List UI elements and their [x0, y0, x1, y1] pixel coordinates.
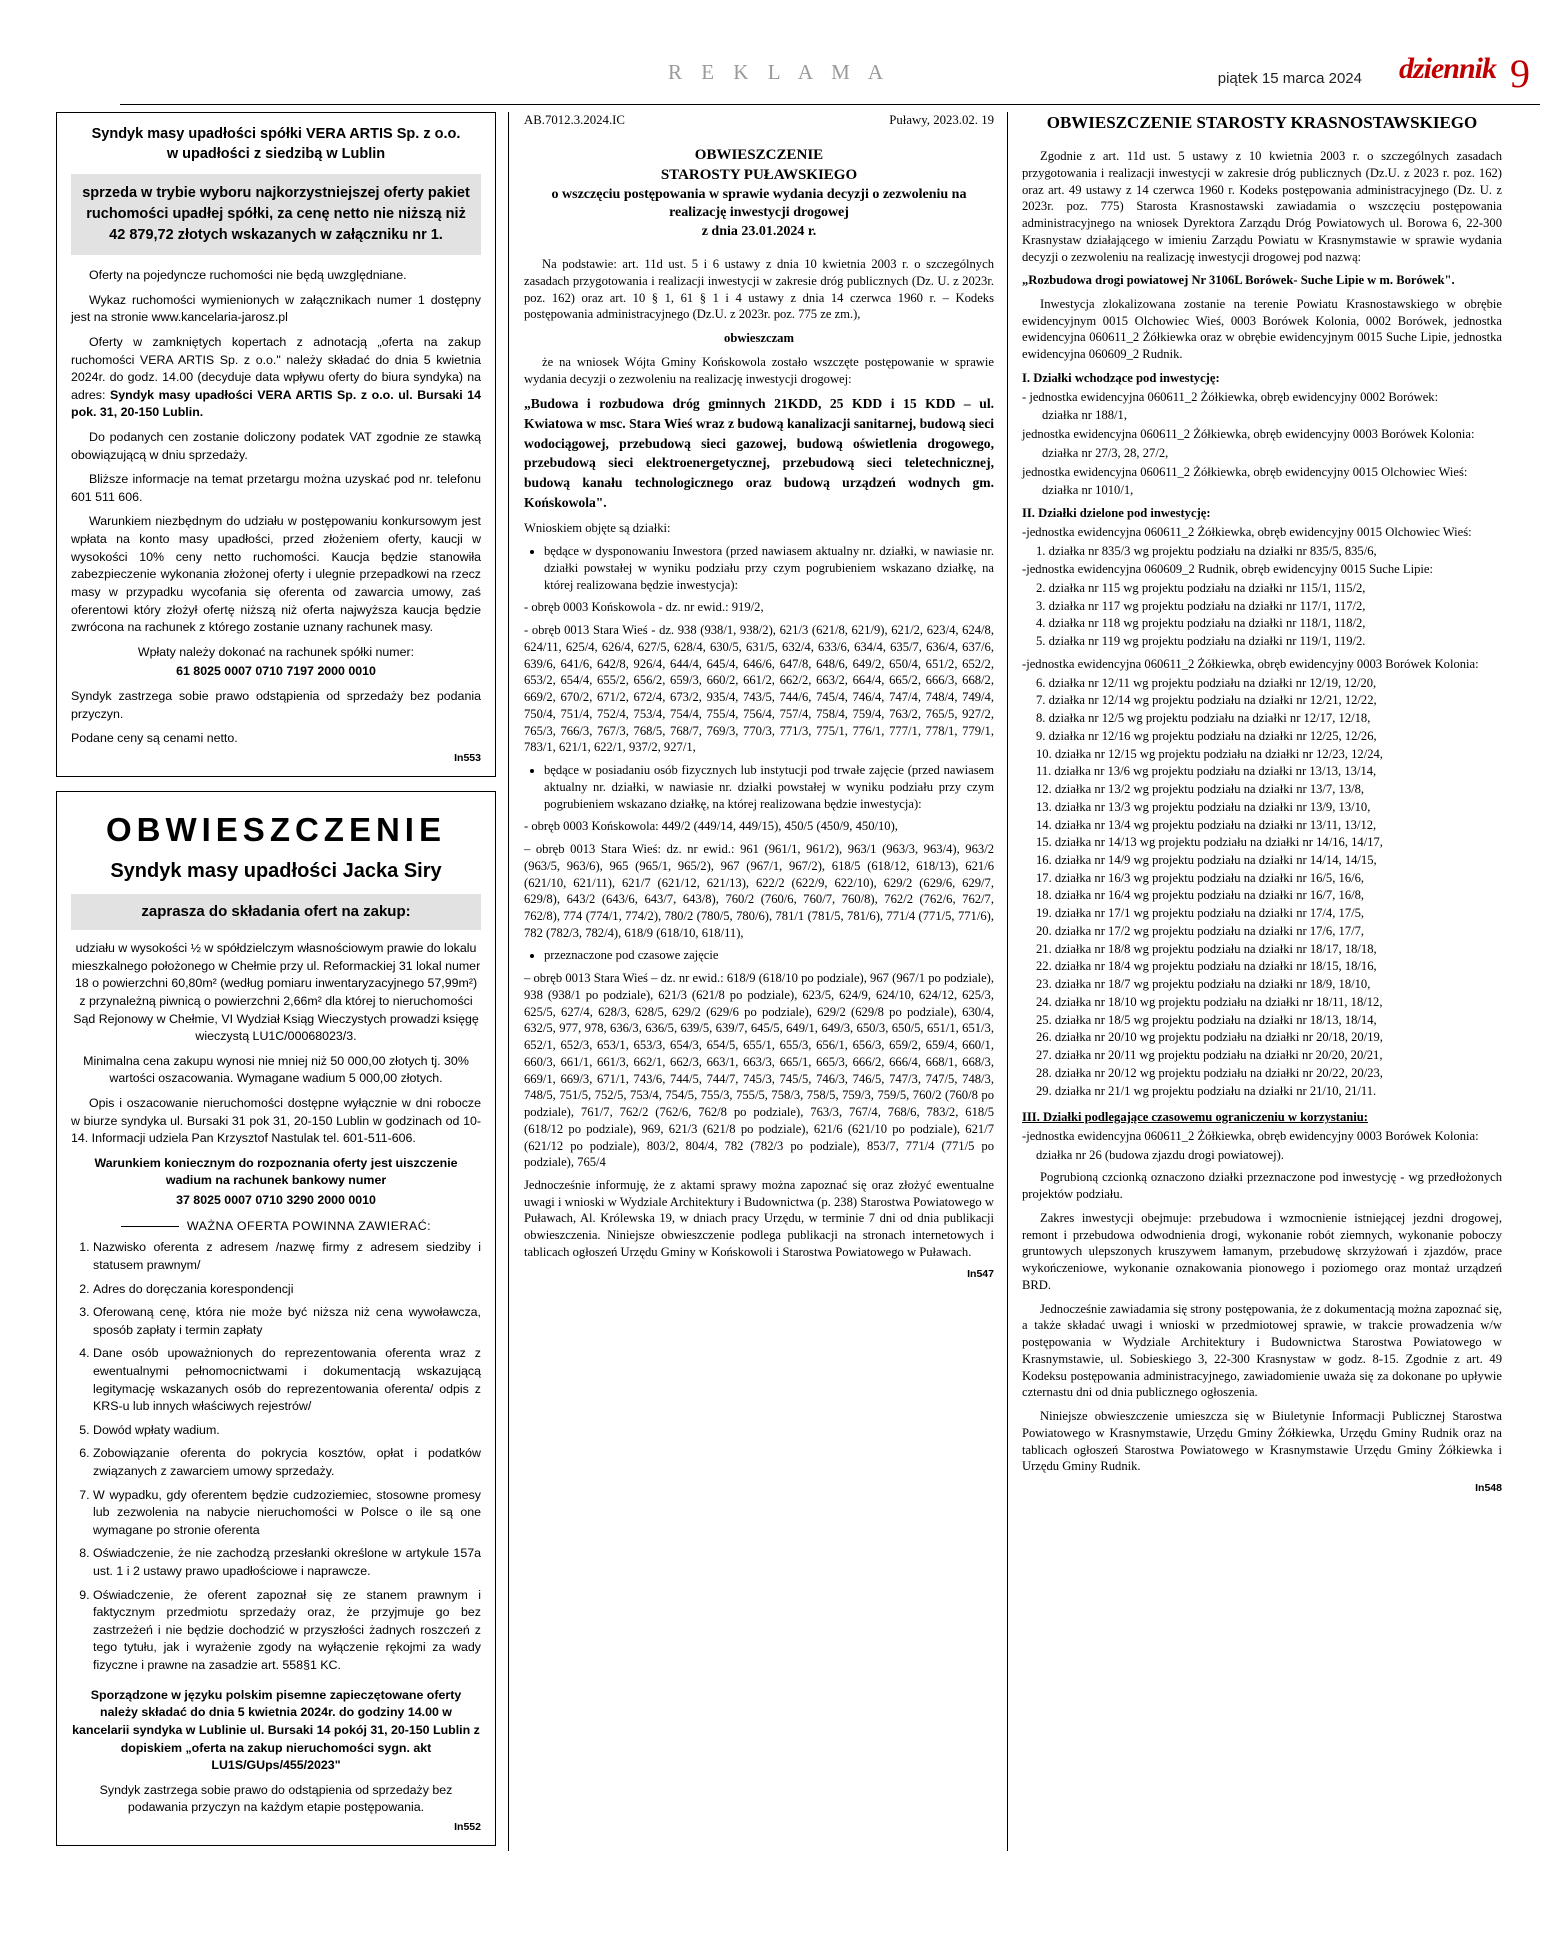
siry-subheading: Syndyk masy upadłości Jacka Siry	[110, 859, 442, 882]
ad-vera-artis	[56, 112, 496, 777]
krasnystaw-s1c: jednostka ewidencyjna 060611_2 Żółkiewka, obręb ewidencyjny 0003 Borówek Kolonia:	[1022, 427, 1475, 442]
krasnystaw-ad-code: In548	[1475, 1481, 1502, 1494]
siry-requirements-title-text: WAŻNA OFERTA POWINNA ZAWIERAĆ:	[186, 1218, 432, 1233]
list-item: 18. działka nr 16/4 wg projektu podziału na działki nr 16/7, 16/8,	[1036, 888, 1365, 903]
notice-header-row	[524, 112, 994, 129]
siry-p4: Warunkiem koniecznym do rozpoznania oferty jest uiszczenie wadium na rachunek bankowy numer	[94, 1155, 458, 1188]
pulawy-investment-name: „Budowa i rozbudowa dróg gminnych 21KDD, 25 KDD i 15 KDD – ul. Kwiatowa w msc. Stara Wieś wraz z budową kanalizacji sanitarnej, budową sieci wodociągowej, przebudową sieci gazowej, budową oświetlenia drogowego, przebudową sieci elektroenergetycznej, przebudową sieci teletechnicznej, budową kanału technologicznego oraz budową urządzeń wodnych gm. Końskowola".	[524, 396, 994, 510]
siry-invite-band: zaprasza do składania ofert na zakup:	[71, 894, 481, 930]
pulawy-title-l4: realizację inwestycji drogowej	[669, 205, 849, 221]
vera-p5: Bliższe informacje na temat przetargu można uzyskać pod nr. telefonu 601 511 606.	[71, 472, 481, 504]
pulawy-title-l1: OBWIESZCZENIE	[694, 147, 824, 164]
list-item: 9. Oświadczenie, że oferent zapoznał się ze stanem prawnym i faktycznym przedmiotu sprzedaży oraz, że przyjmuje go bez zastrzeżeń i nie będzie dochodzić w przyszłości żadnych roszczeń z tego tytułu, jak i wyrażenie zgody na wyłączenie rękojmi za wady fizyczne i prawne na zasadzie art. 558§1 KC.	[93, 1587, 481, 1675]
list-item: 10. działka nr 12/15 wg projektu podziału na działki nr 12/23, 12/24,	[1036, 746, 1383, 761]
siry-ad-code: In552	[454, 1820, 481, 1833]
pulawy-parcels-konskowola-2: - obręb 0003 Końskowola: 449/2 (449/14, 449/15), 450/5 (450/9, 450/10),	[524, 819, 898, 834]
siry-p1: udziału w wysokości ½ w spółdzielczym własnościowym prawie do lokalu mieszkalnego położonego w Chełmie przy ul. Reformackiej 31 lokal numer 18 o powierzchni 60,80m² (według pomiaru inwentaryzacyjnego 57,99m²) z przynależną piwnicą o powierzchni 2,66m² dla której to nieruchomości Sąd Rejonowy w Chełmie, VI Wydział Ksiąg Wieczystych prowadzi księgę wieczystą LU1C/00068023/3.	[71, 941, 481, 1044]
pulawy-p6: Jednocześnie informuję, że z aktami sprawy można zapoznać się oraz złożyć ewentualne uwagi i wnioski w Wydziale Architektury i Budownictwa (p. 238) Starostwa Powiatowego w Puławach, Al. Królewska 19, w dniach pracy Urzędu, w terminie 7 dni od dnia publikacji obwieszczenia. Niniejsze obwieszczenie podlega publikacji na stronach internetowych i tablicach ogłoszeń Urzędu Gminy w Końskowoli i Starostwa Powiatowego w Puławach.	[524, 1177, 994, 1259]
place-and-date: Puławy, 2023.02. 19	[889, 113, 994, 127]
vera-p7: Wpłaty należy dokonać na rachunek spółki numer:	[137, 644, 415, 659]
krasnystaw-s2a: -jednostka ewidencyjna 060611_2 Żółkiewka, obręb ewidencyjny 0015 Olchowiec Wieś:	[1022, 524, 1472, 539]
vera-p3a: Oferty w zamkniętych kopertach z adnotacją „oferta na zakup ruchomości VERA ARTIS Sp. z o.o." należy składać do dnia 5 kwietnia 2024r. do godz. 14.00 (decyduje data wpływu oferty do biura syndyka) na adres:	[71, 335, 481, 402]
ad-syndyk-siry	[56, 791, 496, 1846]
siry-account: 37 8025 0007 0710 3290 2000 0010	[176, 1193, 376, 1208]
list-item: 5. Dowód wpłaty wadium.	[93, 1422, 481, 1440]
pulawy-p2: obwieszczam	[724, 331, 794, 346]
list-item: 6. Zobowiązanie oferenta do pokrycia kosztów, opłat i podatków związanych z zawarciem umowy sprzedaży.	[93, 1445, 481, 1480]
pulawy-title-l5: z dnia 23.01.2024 r.	[701, 224, 817, 240]
krasnystaw-s2d: -jednostka ewidencyjna 060611_2 Żółkiewka, obręb ewidencyjny 0003 Borówek Kolonia:	[1022, 656, 1479, 671]
list-item: 12. działka nr 13/2 wg projektu podziału na działki nr 13/7, 13/8,	[1036, 782, 1365, 797]
krasnystaw-s3a: -jednostka ewidencyjna 060611_2 Żółkiewka, obręb ewidencyjny 0003 Borówek Kolonia:	[1022, 1129, 1479, 1144]
vera-ad-code: In553	[454, 751, 481, 764]
vera-p1: Oferty na pojedyncze ruchomości nie będą uwzględniane.	[89, 268, 407, 283]
list-item: 6. działka nr 12/11 wg projektu podziału na działki nr 12/19, 12/20,	[1036, 675, 1377, 690]
siry-requirements-title	[71, 1218, 481, 1236]
list-item: 16. działka nr 14/9 wg projektu podziału na działki nr 14/14, 14/15,	[1036, 853, 1377, 867]
list-item: • przeznaczone pod czasowe zajęcie	[544, 947, 994, 964]
reklama-label: R E K L A M A	[667, 60, 891, 84]
vera-price-band: sprzeda w trybie wyboru najkorzystniejszej oferty pakiet ruchomości upadłej spółki, za cenę netto nie niższą niż 42 879,72 złotych wskazanych w załączniku nr 1.	[71, 174, 481, 255]
list-item: 2. działka nr 115 wg projektu podziału na działki nr 115/1, 115/2,	[1036, 580, 1366, 595]
pulawy-bullets-1	[524, 543, 994, 593]
krasnystaw-p2: Inwestycja zlokalizowana zostanie na terenie Powiatu Krasnostawskiego w obrębie ewidencyjnym 0015 Olchowiec Wieś, 0003 Borówek Kolonia, 0002 Borówek, jednostka ewidencyjna 060611_2 Żółkiewka oraz w obrębie ewidencyjnym 0015 Suche Lipie, jednostka ewidencyjna 060609_2 Rudnik.	[1022, 296, 1502, 362]
list-item: 9. działka nr 12/16 wg projektu podziału na działki nr 12/25, 12/26,	[1036, 728, 1377, 743]
krasnystaw-investment-name: „Rozbudowa drogi powiatowej Nr 3106L Borówek- Suche Lipie w m. Borówek".	[1022, 273, 1455, 288]
vera-account: 61 8025 0007 0710 7197 2000 0010	[176, 664, 376, 679]
pulawy-parcels-starawies-3: – obręb 0013 Stara Wieś – dz. nr ewid.: 618/9 (618/10 po podziale), 967 (967/1 po podziale), 938 (938/1 po podziale), 621/3 (621/8 po podziale), 623/5, 624/9, 624/10, 624/12, 625/3, 625/5, 627/4, 628/3, 628/5, 629/2 (629/6 po podziale), 629/2 (629/8 po podziale), 630/4, 632/5, 977, 978, 636/3, 636/5, 639/5, 639/7, 645/5, 649/1, 649/3, 650/3, 650/5, 651/1, 651/3, 652/1, 652/3, 653/1, 653/3, 654/3, 654/5, 655/1, 655/3, 656/1, 656/3, 659/2, 659/4, 660/1, 660/3, 661/1, 661/3, 662/1, 662/3, 663/1, 663/3, 665/1, 665/3, 666/2, 666/4, 668/1, 668/3, 669/1, 669/3, 671/1, 743/6, 744/5, 744/7, 745/3, 745/5, 746/3, 746/5, 747/3, 747/5, 748/3, 748/5, 751/5, 752/5, 753/4, 754/5, 755/3, 755/5, 758/3, 758/5, 759/3, 759/5, 760/2 (760/8 po podziale), 761/7, 762/2 (762/6, 762/8 po podziale), 763/3, 767/4, 768/6, 783/2, 618/5 (618/12 po podziale), 969, 621/3 (621/8 po podziale), 621/6 (621/10 po podziale), 621/7 (621/12 po podziale), 803/2, 804/4, 782 (782/3 po podziale), 853/7, 771/4 (771/5 po podziale), 765/4	[524, 971, 994, 1170]
list-item: 8. Oświadczenie, że nie zachodzą przesłanki określone w artykule 157a ust. 1 i 2 ustawy prawo upadłościowe i naprawcze.	[93, 1545, 481, 1580]
list-item: 2. Adres do doręczania korespondencji	[93, 1281, 481, 1299]
krasnystaw-p1: Zgodnie z art. 11d ust. 5 ustawy z 10 kwietnia 2003 r. o szczególnych zasadach przygotowania i realizacji inwestycji w zakresie dróg publicznych (Dz.U. z 2023 r. poz. 162) oraz art. 49 ustawy z 14 czerwca 1960 r. Kodeks postępowania administracyjnego (Dz. U. z 2023r. poz. 775) Starosta Krasnostawski zawiadamia o wszczęciu postępowania administracyjnego na wniosek Dyrektora Zarządu Dróg Powiatowych ul. Borowa 6, 22-300 Krasnystaw działającego w imieniu Zarządu Powiatu w Krasnymstawie w sprawie wydania decyzji o zezwoleniu na realizację inwestycji drogowej pod nazwą:	[1022, 149, 1502, 264]
list-item: 21. działka nr 18/8 wg projektu podziału na działki nr 18/17, 18/18,	[1036, 941, 1377, 956]
krasnystaw-notice-title: OBWIESZCZENIE STAROSTY KRASNOSTAWSKIEGO	[1046, 113, 1478, 132]
pulawy-bullets-3	[524, 947, 994, 964]
pulawy-title-l2: STAROSTY PUŁAWSKIEGO	[660, 167, 858, 184]
issue-date: piątek 15 marca 2024	[1217, 70, 1362, 87]
list-item: 11. działka nr 13/6 wg projektu podziału na działki nr 13/13, 13/14,	[1036, 764, 1377, 779]
pulawy-p3: że na wniosek Wójta Gminy Końskowola zostało wszczęte postępowanie w sprawie wydania decyzji o zezwoleniu na realizację inwestycji drogowej:	[524, 354, 994, 386]
list-item: 26. działka nr 20/10 wg projektu podziału na działki nr 20/18, 20/19,	[1036, 1030, 1383, 1045]
siry-p2: Minimalna cena zakupu wynosi nie mniej niż 50 000,00 złotych tj. 30% wartości oszacowania. Wymagane wadium 5 000,00 złotych.	[83, 1053, 469, 1086]
pulawy-ad-code: In547	[967, 1267, 994, 1280]
list-item: • będące w posiadaniu osób fizycznych lub instytucji pod trwałe zajęcie (przed nawiasem aktualny nr. działki, w nawiasie nr. działki powstałej w wyniku podziału przy czym pogrubieniem wskazano działkę, na której realizowana będzie inwestycja):	[544, 762, 994, 812]
krasnystaw-list-borowek	[1036, 675, 1502, 1100]
krasnystaw-h2: II. Działki dzielone pod inwestycję:	[1022, 506, 1211, 521]
pulawy-p1: Na podstawie: art. 11d ust. 5 i 6 ustawy z dnia 10 kwietnia 2003 r. o szczególnych zasadach przygotowania i realizacji inwestycji w zakresie dróg publicznych (Dz. U. z 2023r. poz. 162) oraz art. 10 § 1, 61 § 1 i 4 ustawy z dnia 14 czerwca 1960 r. – Kodeks postępowania administracyjnego (Dz.U. z 2023r. poz. 775 ze zm.),	[524, 257, 994, 322]
krasnystaw-s2c: -jednostka ewidencyjna 060609_2 Rudnik, obręb ewidencyjny 0015 Suche Lipie:	[1022, 562, 1433, 577]
vera-p3b: Syndyk masy upadłości VERA ARTIS Sp. z o.o. ul. Bursaki 14 pok. 31, 20-150 Lublin.	[71, 387, 481, 420]
list-item: 23. działka nr 18/7 wg projektu podziału na działki nr 18/9, 18/10,	[1036, 977, 1371, 992]
list-item: 27. działka nr 20/11 wg projektu podziału na działki nr 20/20, 20/21,	[1036, 1048, 1383, 1063]
krasnystaw-s1f: działka nr 1010/1,	[1042, 483, 1134, 498]
krasnystaw-list-suche-lipie	[1036, 580, 1502, 650]
krasnystaw-p3: Pogrubioną czcionką oznaczono działki przeznaczone pod inwestycję - wg przedłożonych projektów podziału.	[1022, 1170, 1502, 1202]
list-item: 25. działka nr 18/5 wg projektu podziału na działki nr 18/13, 18/14,	[1036, 1012, 1377, 1027]
pulawy-title-l3: o wszczęciu postępowania w sprawie wydania decyzji o zezwoleniu na	[551, 186, 967, 202]
krasnystaw-p6: Niniejsze obwieszczenie umieszcza się w Biuletynie Informacji Publicznej Starostwa Powiatowego w Krasnymstawie, Urzędu Gminy Żółkiewka, Urzędu Gminy Rudnik oraz na tablicach ogłoszeń Starostwa Powiatowego w Krasnymstawie Urzędu Gminy Żółkiewka i Urzędu Gminy Rudnik.	[1022, 1409, 1502, 1474]
column-three	[1022, 112, 1502, 1496]
list-item: 8. działka nr 12/5 wg projektu podziału na działki nr 12/17, 12/18,	[1036, 711, 1371, 726]
list-item: 24. działka nr 18/10 wg projektu podziału na działki nr 18/11, 18/12,	[1036, 994, 1383, 1009]
krasnystaw-s1e: jednostka ewidencyjna 060611_2 Żółkiewka, obręb ewidencyjny 0015 Olchowiec Wieś:	[1022, 464, 1468, 479]
list-item: 13. działka nr 13/3 wg projektu podziału na działki nr 13/9, 13/10,	[1036, 799, 1371, 814]
krasnystaw-s1a: - jednostka ewidencyjna 060611_2 Żółkiewka, obręb ewidencyjny 0002 Borówek:	[1022, 389, 1439, 404]
column-one	[56, 112, 496, 1846]
list-item: 7. W wypadku, gdy oferentem będzie cudzoziemiec, stosowne promesy lub zezwolenia na nabycie nieruchomości w Polsce o ile są one wymagane po stronie oferenta	[93, 1487, 481, 1540]
vera-title-line1: Syndyk masy upadłości spółki VERA ARTIS Sp. z o.o.	[91, 126, 461, 142]
vera-p3	[71, 334, 481, 422]
siry-p6: Syndyk zastrzega sobie prawo do odstąpienia od sprzedaży bez podawania przyczyn na każdym etapie postępowania.	[99, 1782, 453, 1815]
list-item: 7. działka nr 12/14 wg projektu podziału na działki nr 12/21, 12/22,	[1036, 693, 1377, 708]
list-item: 29. działka nr 21/1 wg projektu podziału na działki nr 21/10, 21/11.	[1036, 1083, 1377, 1098]
list-item: 17. działka nr 16/3 wg projektu podziału na działki nr 16/5, 16/6,	[1036, 870, 1365, 885]
column-two	[524, 112, 994, 1282]
list-item: 22. działka nr 18/4 wg projektu podziału na działki nr 18/15, 18/16,	[1036, 959, 1377, 974]
case-reference: AB.7012.3.2024.IC	[524, 113, 625, 127]
vera-title-line2: w upadłości z siedzibą w Lublin	[166, 145, 386, 162]
list-item: 20. działka nr 17/2 wg projektu podziału na działki nr 17/6, 17/7,	[1036, 923, 1365, 938]
list-item: • będące w dysponowaniu Inwestora (przed nawiasem aktualny nr. działki, w nawiasie nr. działki powstałej w wyniku podziału przy czym pogrubieniem wskazano działkę, na której realizowana będzie inwestycja):	[544, 543, 994, 593]
list-item: 19. działka nr 17/1 wg projektu podziału na działki nr 17/4, 17/5,	[1036, 906, 1365, 921]
krasnystaw-h1: I. Działki wchodzące pod inwestycję:	[1022, 370, 1220, 385]
pulawy-p5: Wnioskiem objęte są działki:	[524, 520, 671, 535]
siry-p3: Opis i oszacowanie nieruchomości dostępne wyłącznie w dni robocze w biurze syndyka ul. Bursaki 31 pok 31, 20-150 Lublin w godzinach od 10-14. Informacji udziela Pan Krzysztof Nastulak tel. 601-511-606.	[71, 1096, 481, 1146]
krasnystaw-s2b: 1. działka nr 835/3 wg projektu podziału na działki nr 835/5, 835/6,	[1036, 543, 1377, 558]
list-item: 3. działka nr 117 wg projektu podziału na działki nr 117/1, 117/2,	[1036, 598, 1366, 613]
list-item: 4. działka nr 118 wg projektu podziału na działki nr 118/1, 118/2,	[1036, 616, 1366, 631]
list-item: 15. działka nr 14/13 wg projektu podziału na działki nr 14/16, 14/17,	[1036, 835, 1383, 850]
list-item: 14. działka nr 13/4 wg projektu podziału na działki nr 13/11, 13/12,	[1036, 817, 1377, 832]
vera-p4: Do podanych cen zostanie doliczony podatek VAT zgodnie ze stawką obowiązującą w dniu sprzedaży.	[71, 430, 481, 462]
list-item: 28. działka nr 20/12 wg projektu podziału na działki nr 20/22, 20/23,	[1036, 1065, 1383, 1080]
list-item: 3. Oferowaną cenę, która nie może być niższa niż cena wywoławcza, sposób zapłaty i termin zapłaty	[93, 1304, 481, 1339]
pulawy-notice-title	[524, 145, 994, 242]
newspaper-logo: dziennik	[1398, 52, 1496, 85]
siry-requirements-list	[71, 1239, 481, 1674]
pulawy-parcels-starawies-2: – obręb 0013 Stara Wieś: dz. nr ewid.: 961 (961/1, 961/2), 963/1 (963/3, 963/4), 963/2 (963/5, 963/6), 965 (965/1, 965/2), 967 (967/1, 967/2), 618/5 (618/12, 618/13), 621/6 (621/10, 621/11), 621/7 (621/12, 621/13), 622/2 (622/9, 622/10), 629/2 (629/6, 629/7, 629/8), 643/2 (643/6, 643/7, 643/8), 760/2 (760/6, 760/7, 760/8), 762/2 (762/6, 762/7, 762/8), 774 (774/1, 774/2), 780/2 (780/5, 780/6), 781/1 (781/5, 781/6), 771/4 (771/5, 771/6), 782 (782/3, 782/4), 618/9 (618/10, 618/11),	[524, 842, 994, 940]
krasnystaw-p5: Jednocześnie zawiadamia się strony postępowania, że z dokumentacją można zapoznać się, a także składać uwagi i wnioski w przedmiotowej sprawie, w trakcie prowadzenia w/w postępowania w Wydziale Architektury i Budownictwa Starostwa Powiatowego w Krasnymstawie, ul. Sobieskiego 3, 22-300 Krasnystaw w godz. 8-15. Zgodnie z art. 49 Kodeksu postępowania administracyjnego, zawiadomienie uważa się za dokonane po upływie czternastu dni od dnia publicznego ogłoszenia.	[1022, 1301, 1502, 1400]
krasnystaw-s1d: działka nr 27/3, 28, 27/2,	[1042, 445, 1169, 460]
list-item: 5. działka nr 119 wg projektu podziału na działki nr 119/1, 119/2.	[1036, 634, 1366, 649]
list-item: 4. Dane osób upoważnionych do reprezentowania oferenta wraz z ewentualnymi pełnomocnictwami i dokumentacją wskazującą legitymację wskazanych osób do reprezentowania oferenta/ odpis z KRS-u lub innych właściwych rejestrów/	[93, 1345, 481, 1415]
vera-p6: Warunkiem niezbędnym do udziału w postępowaniu konkursowym jest wpłata na konto masy upadłości, przed złożeniem oferty, kaucji w wysokości 10% ceny netto ruchomości. Kaucja będzie stanowiła zabezpieczenie wykonania złożonej oferty i ulegnie przepadkowi na rzecz masy w przypadku wycofania się oferenta od zawarcia umowy, zaś oferentowi który złożył ofertę niższą niż oferta najwyższa kaucja będzie zwrócona na rachunek z którego zostanie uznany rachunek masy.	[71, 514, 481, 635]
krasnystaw-p4: Zakres inwestycji obejmuje: przebudowa i wzmocnienie istniejącej jezdni drogowej, remont i przebudowa odwodnienia drogi, wykonanie robót ziemnych, wykonanie poboczy gruntowych ulepszonych kruszywem łamanym, przebudowę skrzyżowań i zjazdów, prace wykończeniowe, wykonanie oznakowania pionowego i poziomego oraz montaż urządzeń BRD.	[1022, 1210, 1502, 1292]
column-divider-1	[508, 112, 509, 1851]
list-item: 1. Nazwisko oferenta z adresem /nazwę firmy z adresem siedziby i statusem prawnym/	[93, 1239, 481, 1274]
pulawy-bullets-2	[524, 762, 994, 812]
vera-p2: Wykaz ruchomości wymienionych w załącznikach numer 1 dostępny jest na stronie www.kancelaria-jarosz.pl	[71, 292, 481, 325]
column-divider-2	[1007, 112, 1008, 1851]
vera-p9: Podane ceny są cenami netto.	[71, 731, 238, 746]
vera-p8: Syndyk zastrzega sobie prawo odstąpienia od sprzedaży bez podania przyczyn.	[71, 688, 481, 721]
page-number: 9	[1510, 51, 1530, 96]
header-divider	[120, 104, 1540, 105]
siry-heading: OBWIESZCZENIE	[105, 810, 446, 848]
siry-p5: Sporządzone w języku polskim pisemne zapieczętowane oferty należy składać do dnia 5 kwietnia 2024r. do godziny 14.00 w kancelarii syndyka w Lublinie ul. Bursaki 14 pokój 31, 20-150 Lublin z dopiskiem „oferta na zakup nieruchomości sygn. akt LU1S/GUps/455/2023"	[72, 1687, 480, 1773]
krasnystaw-s3b: działka nr 26 (budowa zjazdu drogi powiatowej).	[1036, 1147, 1284, 1162]
page-masthead	[0, 51, 1558, 106]
pulawy-parcels-konskowola: - obręb 0003 Końskowola - dz. nr ewid.: 919/2,	[524, 600, 764, 615]
krasnystaw-s1b: działka nr 188/1,	[1042, 408, 1127, 423]
krasnystaw-h3: III. Działki podlegające czasowemu ograniczeniu w korzystaniu:	[1022, 1110, 1368, 1125]
pulawy-parcels-starawies: - obręb 0013 Stara Wieś - dz. 938 (938/1, 938/2), 621/3 (621/8, 621/9), 621/2, 623/4, 624/8, 624/11, 625/4, 626/4, 627/5, 628/4, 630/5, 631/5, 632/4, 633/6, 634/4, 635/7, 636/4, 637/6, 639/6, 641/6, 642/8, 926/4, 644/4, 645/4, 646/6, 647/8, 648/6, 649/2, 650/4, 651/2, 652/2, 653/2, 654/4, 655/2, 656/2, 659/3, 660/2, 661/2, 662/2, 663/2, 664/4, 665/2, 666/3, 668/2, 669/2, 670/2, 671/2, 672/4, 673/2, 935/4, 743/5, 744/6, 745/4, 746/4, 747/4, 748/4, 749/4, 750/4, 751/4, 752/4, 753/4, 754/4, 755/4, 756/4, 757/4, 758/4, 759/4, 763/2, 765/5, 927/2, 765/3, 766/3, 767/3, 768/5, 768/7, 769/3, 770/3, 771/3, 775/1, 776/1, 777/1, 778/1, 779/1, 783/1, 621/1, 622/1, 937/2, 927/1,	[524, 623, 994, 755]
